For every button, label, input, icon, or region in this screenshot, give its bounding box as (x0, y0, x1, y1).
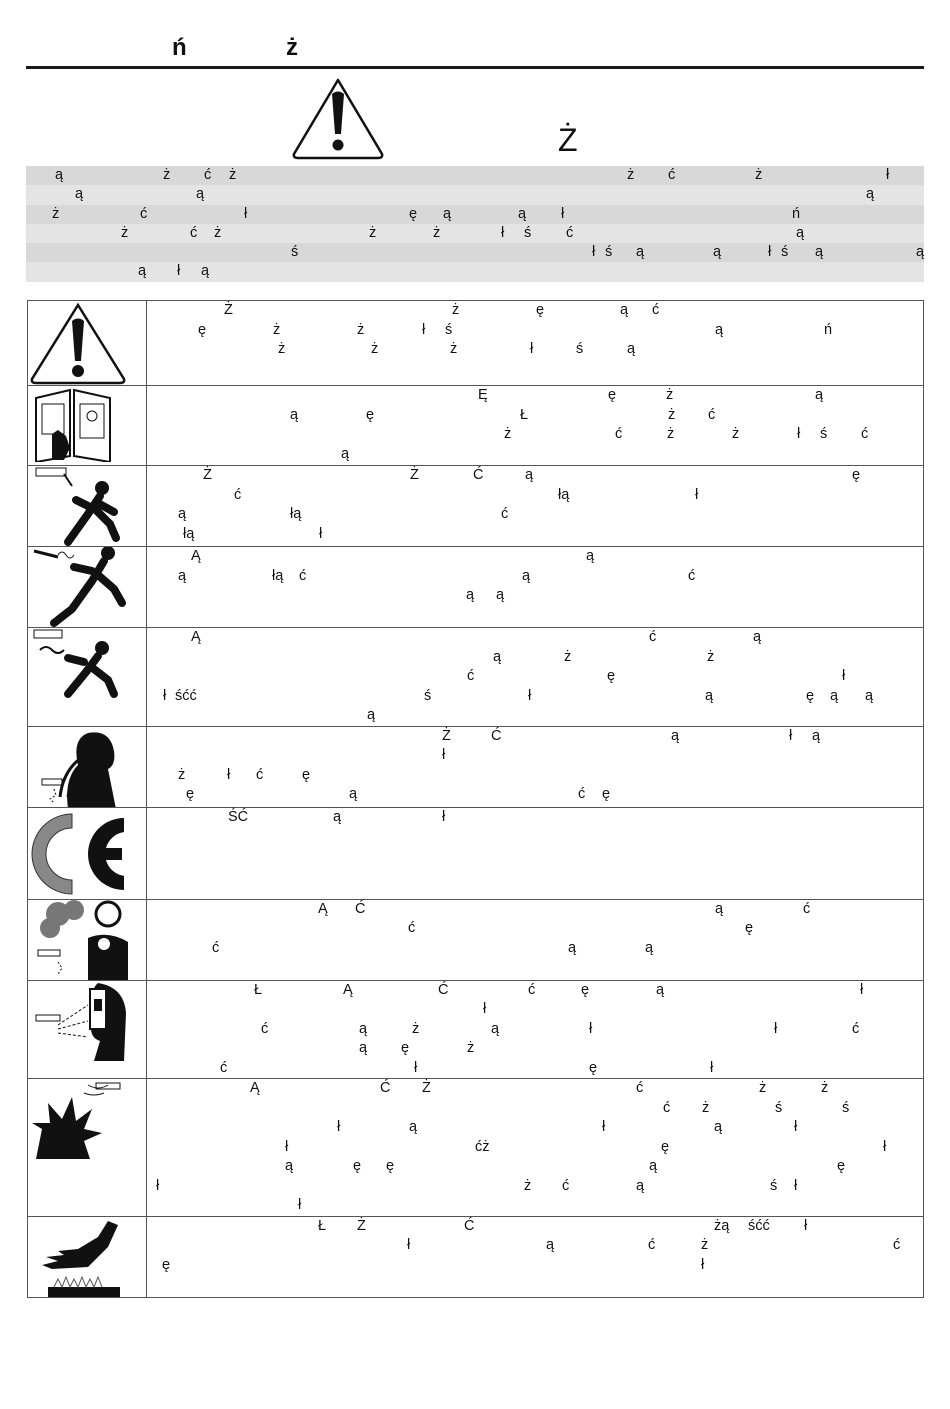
text-line (147, 486, 923, 506)
glyph: Ż (410, 467, 419, 483)
glyph: ć (212, 939, 220, 956)
safety-text (147, 547, 924, 628)
glyph: ż (357, 321, 365, 338)
glyph: ą (620, 302, 629, 318)
glyph: ł (285, 1138, 289, 1155)
glyph: ć (220, 1059, 228, 1076)
glyph: ł (602, 1119, 606, 1135)
glyph: Ć (464, 1217, 475, 1234)
glyph: ą (812, 727, 821, 744)
glyph: ę (589, 1059, 598, 1076)
glyph: ż (371, 341, 379, 357)
glyph: ą (75, 186, 84, 203)
glyph: ł (789, 727, 793, 744)
electric-shock-icon (28, 466, 147, 547)
glyph: ć (893, 1237, 901, 1253)
text-line (147, 386, 923, 406)
text-line (147, 301, 923, 321)
header-char: ń (172, 34, 187, 61)
glyph: ą (713, 244, 722, 261)
glyph: ą (349, 786, 358, 802)
glyph: łą (272, 567, 284, 584)
glyph: ć (852, 1020, 860, 1037)
glyph: ą (290, 406, 299, 423)
glyph: ą (409, 1119, 418, 1135)
glyph: ę (409, 205, 418, 222)
safety-row (28, 1216, 924, 1297)
glyph: ł (337, 1119, 341, 1135)
glyph: ł (592, 244, 596, 261)
glyph: ł (768, 244, 772, 261)
glyph: ł (797, 426, 801, 442)
glyph: ć (636, 1080, 644, 1096)
band-line (26, 224, 924, 243)
glyph: ą (636, 244, 645, 261)
glyph: ż (701, 1237, 709, 1253)
glyph: ę (162, 1256, 171, 1273)
glyph: ś (445, 321, 453, 338)
glyph: ż (732, 426, 740, 442)
warning-triangle-icon (28, 301, 147, 386)
text-line (147, 667, 923, 687)
welding-circuit-shock-icon (28, 628, 147, 727)
glyph: ż (273, 321, 281, 338)
glyph: ł (530, 341, 534, 357)
glyph: ł (528, 687, 532, 704)
glyph: ę (386, 1158, 395, 1174)
glyph: ć (566, 224, 574, 241)
glyph: ą (636, 1177, 645, 1194)
glyph: ż (52, 205, 60, 222)
glyph: ą (715, 900, 724, 917)
text-line (147, 785, 923, 805)
glyph: Ą (343, 981, 353, 998)
text-line (147, 505, 923, 525)
glyph: ą (753, 629, 762, 645)
text-line (147, 406, 923, 426)
safety-text (147, 1216, 924, 1297)
glyph: ż (755, 167, 763, 183)
glyph: ę (607, 668, 616, 684)
text-line (147, 1196, 923, 1216)
text-line (147, 1118, 923, 1138)
glyph: łą (290, 506, 302, 522)
text-line (147, 628, 923, 648)
glyph: żą (714, 1217, 730, 1234)
text-line (147, 981, 923, 1001)
glyph: ł (414, 1059, 418, 1076)
glyph: ą (916, 244, 925, 261)
band-line (26, 243, 924, 262)
glyph: ś (291, 244, 299, 261)
glyph: ć (190, 224, 198, 241)
text-line (147, 1079, 923, 1099)
safety-row (28, 466, 924, 547)
glyph: ż (452, 302, 460, 318)
glyph: ż (178, 766, 186, 783)
glyph: Ć (491, 727, 502, 744)
glyph: Ć (473, 467, 484, 483)
text-line (147, 1177, 923, 1197)
glyph: ś (424, 687, 432, 704)
text-line (147, 1039, 923, 1059)
safety-symbols-table (27, 300, 924, 1298)
safety-text (147, 301, 924, 386)
glyph: ą (705, 687, 714, 704)
text-line (147, 321, 923, 341)
header-char: ż (286, 34, 298, 61)
glyph: ą (796, 224, 805, 241)
glyph: Ż (203, 467, 212, 483)
safety-row (28, 726, 924, 807)
glyph: ć (467, 668, 475, 684)
glyph: ą (522, 567, 531, 584)
glyph: ŚĆ (228, 808, 249, 825)
glyph: ę (602, 786, 611, 802)
glyph: ą (525, 467, 534, 483)
glyph: Ę (478, 387, 488, 403)
glyph: ą (493, 648, 502, 665)
text-line (147, 1236, 923, 1256)
glyph: ż (214, 224, 222, 241)
read-manual-icon (28, 386, 147, 466)
glyph: ł (501, 224, 505, 241)
glyph: ą (178, 567, 187, 584)
glyph: ż (667, 426, 675, 442)
glyph: ą (55, 167, 64, 183)
glyph: ę (401, 1040, 410, 1056)
glyph: ą (866, 186, 875, 203)
glyph: ą (546, 1237, 555, 1253)
fumes-icon (28, 899, 147, 980)
text-line (147, 1059, 923, 1079)
glyph: ż (163, 167, 171, 183)
glyph: ć (204, 167, 212, 183)
text-line (147, 746, 923, 766)
glyph: ą (815, 387, 824, 403)
glyph: ą (496, 587, 505, 603)
band-line (26, 262, 924, 281)
glyph: ł (442, 808, 446, 825)
glyph: Ą (318, 900, 328, 917)
glyph: Ć (438, 981, 449, 998)
glyph: Ł (254, 981, 263, 998)
pacemaker-emf-icon (28, 726, 147, 807)
glyph: ł (695, 486, 699, 503)
text-line (147, 706, 923, 726)
glyph: ż (450, 341, 458, 357)
glyph: Ż (224, 302, 233, 318)
text-line (147, 919, 923, 939)
text-line (147, 1217, 923, 1237)
glyph: ż (821, 1080, 829, 1096)
text-line (147, 466, 923, 486)
text-line (147, 766, 923, 786)
glyph: Ł (318, 1217, 327, 1234)
glyph: ć (663, 1099, 671, 1116)
glyph: ż (666, 387, 674, 403)
safety-text (147, 726, 924, 807)
glyph: śćć (748, 1217, 770, 1234)
glyph: ć (861, 426, 869, 442)
glyph: ż (278, 341, 286, 357)
ce-mark-icon (28, 807, 147, 899)
safety-row (28, 628, 924, 727)
glyph: ć (688, 567, 696, 584)
glyph: ł (710, 1059, 714, 1076)
glyph: ę (837, 1158, 846, 1174)
glyph: ćż (475, 1138, 490, 1155)
glyph: ą (568, 939, 577, 956)
glyph: ą (865, 687, 874, 704)
safety-row (28, 301, 924, 386)
glyph: ą (333, 808, 342, 825)
glyph: ż (504, 426, 512, 442)
text-line (147, 1138, 923, 1158)
glyph: ż (369, 224, 377, 241)
warning-triangle-icon (290, 76, 386, 160)
heading-letter: Ż (558, 122, 578, 158)
glyph: ć (652, 302, 660, 318)
text-line (147, 1020, 923, 1040)
glyph: ż (759, 1080, 767, 1096)
glyph: ą (491, 1020, 500, 1037)
band-line (26, 166, 924, 185)
glyph: ć (299, 567, 307, 584)
glyph: ć (234, 486, 242, 503)
glyph: ł (177, 263, 181, 280)
glyph: ż (524, 1177, 532, 1194)
glyph: ł (886, 167, 890, 183)
glyph: ą (359, 1020, 368, 1037)
glyph: ę (581, 981, 590, 998)
glyph: ś (605, 244, 613, 261)
explosion-fire-icon (28, 1079, 147, 1217)
glyph: ł (442, 747, 446, 763)
glyph: ę (608, 387, 617, 403)
glyph: ń (824, 321, 833, 338)
text-line (147, 525, 923, 545)
glyph: ę (852, 467, 861, 483)
glyph: ę (366, 406, 375, 423)
text-line (147, 445, 923, 465)
text-line (147, 1099, 923, 1119)
glyph: ż (707, 648, 715, 665)
safety-text (147, 807, 924, 899)
glyph: ć (256, 766, 264, 783)
glyph: Ż (422, 1080, 431, 1096)
glyph: ć (408, 920, 416, 936)
glyph: ę (353, 1158, 362, 1174)
glyph: ę (302, 766, 311, 783)
glyph: ł (883, 1138, 887, 1155)
glyph: ą (341, 445, 350, 462)
glyph: ł (156, 1177, 160, 1194)
glyph: ą (466, 587, 475, 603)
glyph: ą (367, 707, 376, 723)
glyph: ą (671, 727, 680, 744)
glyph: ą (285, 1158, 294, 1174)
safety-row (28, 807, 924, 899)
safety-row (28, 899, 924, 980)
glyph: ć (648, 1237, 656, 1253)
glyph: ł (804, 1217, 808, 1234)
glyph: ą (714, 1119, 723, 1135)
glyph: ń (792, 205, 801, 222)
hot-surface-burn-icon (28, 1216, 147, 1297)
intro-warning-band (26, 166, 924, 282)
glyph: ł (227, 766, 231, 783)
text-line (147, 939, 923, 959)
glyph: ą (830, 687, 839, 704)
safety-text (147, 628, 924, 727)
glyph: ć (140, 205, 148, 222)
glyph: ż (564, 648, 572, 665)
glyph: ę (661, 1138, 670, 1155)
glyph: Ć (380, 1080, 391, 1096)
glyph: Ą (250, 1080, 260, 1096)
glyph: ł (483, 1001, 487, 1017)
glyph: ę (536, 302, 545, 318)
glyph: ś (842, 1099, 850, 1116)
glyph: ś (576, 341, 584, 357)
text-line (147, 687, 923, 707)
band-line (26, 185, 924, 204)
glyph: ą (649, 1158, 658, 1174)
text-line (147, 648, 923, 668)
glyph: ś (781, 244, 789, 261)
glyph: ż (412, 1020, 420, 1037)
glyph: śćć (175, 687, 197, 704)
glyph: ć (649, 629, 657, 645)
safety-text (147, 899, 924, 980)
glyph: ż (467, 1040, 475, 1056)
glyph: ż (627, 167, 635, 183)
glyph: ą (138, 263, 147, 280)
glyph: Ą (191, 548, 201, 564)
glyph: ż (668, 406, 676, 423)
glyph: ł (774, 1020, 778, 1037)
page-header (26, 30, 924, 69)
glyph: ś (775, 1099, 783, 1116)
text-line (147, 586, 923, 606)
glyph: ż (121, 224, 129, 241)
glyph: ę (806, 687, 815, 704)
glyph: ł (319, 525, 323, 542)
glyph: ł (298, 1197, 302, 1213)
glyph: ć (668, 167, 676, 183)
glyph: ś (524, 224, 532, 241)
text-line (147, 1157, 923, 1177)
safety-text (147, 386, 924, 466)
glyph: ć (528, 981, 536, 998)
glyph: łą (183, 525, 195, 542)
text-line (147, 727, 923, 747)
glyph: ł (794, 1177, 798, 1194)
safety-row (28, 386, 924, 466)
glyph: ę (198, 321, 207, 338)
arc-rays-face-shield-icon (28, 980, 147, 1079)
glyph: ł (407, 1237, 411, 1253)
glyph: ć (562, 1177, 570, 1194)
safety-text (147, 1079, 924, 1217)
glyph: ś (820, 426, 828, 442)
glyph: ł (422, 321, 426, 338)
glyph: ą (715, 321, 724, 338)
safety-row (28, 1079, 924, 1217)
glyph: ł (842, 668, 846, 684)
glyph: Ż (442, 727, 451, 744)
glyph: ć (615, 426, 623, 442)
glyph: ż (229, 167, 237, 183)
glyph: Ż (357, 1217, 366, 1234)
glyph: ć (578, 786, 586, 802)
text-line (147, 900, 923, 920)
text-line (147, 808, 923, 828)
safety-row (28, 547, 924, 628)
glyph: ą (518, 205, 527, 222)
glyph: ą (201, 263, 210, 280)
glyph: ę (745, 920, 754, 936)
glyph: ą (359, 1040, 368, 1056)
safety-text (147, 466, 924, 547)
glyph: ć (708, 406, 716, 423)
glyph: ć (803, 900, 811, 917)
glyph: ł (244, 205, 248, 222)
electrode-shock-icon (28, 547, 147, 628)
glyph: ą (656, 981, 665, 998)
band-line (26, 205, 924, 224)
text-line (147, 1256, 923, 1276)
glyph: ł (163, 687, 167, 704)
glyph: ś (770, 1177, 778, 1194)
glyph: ą (815, 244, 824, 261)
glyph: ą (645, 939, 654, 956)
glyph: Ł (520, 406, 529, 423)
glyph: ł (701, 1256, 705, 1273)
glyph: ł (794, 1119, 798, 1135)
safety-row (28, 980, 924, 1079)
glyph: ą (178, 506, 187, 522)
text-line (147, 1000, 923, 1020)
glyph: ż (702, 1099, 710, 1116)
glyph: łą (558, 486, 570, 503)
glyph: ż (433, 224, 441, 241)
glyph: ą (586, 548, 595, 564)
glyph: ą (196, 186, 205, 203)
glyph: ł (589, 1020, 593, 1037)
glyph: ą (627, 341, 636, 357)
glyph: ć (261, 1020, 269, 1037)
glyph: ę (186, 786, 195, 802)
glyph: Ą (191, 629, 201, 645)
text-line (147, 425, 923, 445)
glyph: Ć (355, 900, 366, 917)
glyph: ą (443, 205, 452, 222)
glyph: ł (860, 981, 864, 998)
text-line (147, 547, 923, 567)
glyph: ł (561, 205, 565, 222)
glyph: ć (501, 506, 509, 522)
safety-text (147, 980, 924, 1079)
text-line (147, 567, 923, 587)
text-line (147, 340, 923, 360)
